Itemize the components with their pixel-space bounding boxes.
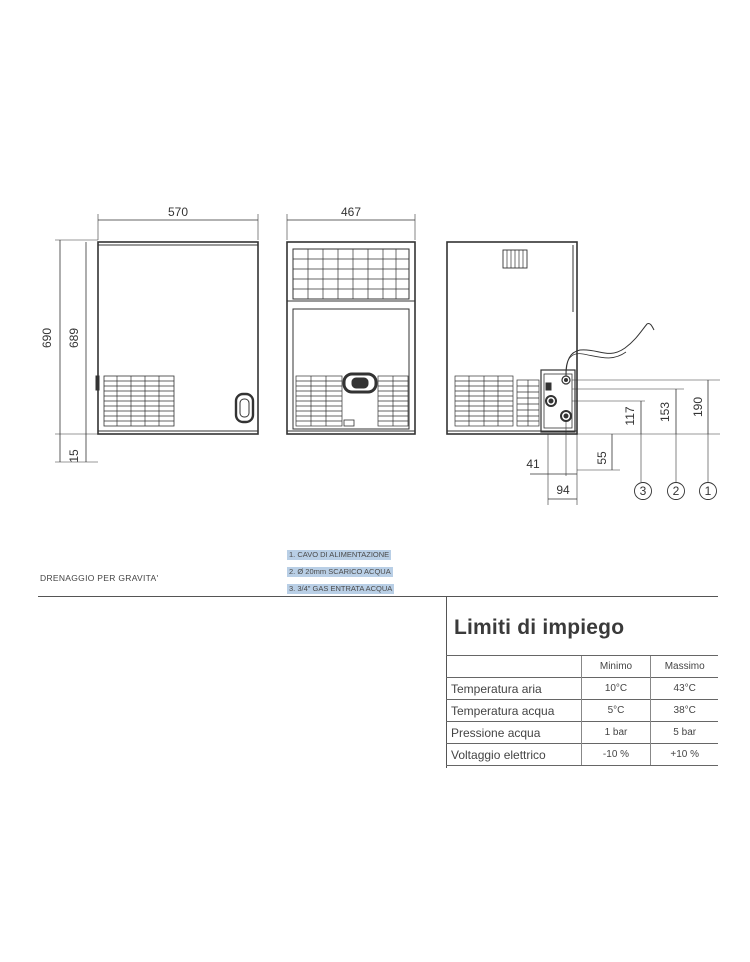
top-vent-grille — [293, 249, 409, 299]
row-max: 43°C — [651, 678, 718, 700]
callout-1: 1 — [704, 484, 712, 498]
row-max: +10 % — [651, 744, 718, 766]
callout-2: 2 — [672, 484, 680, 498]
connection-legend — [287, 550, 394, 601]
power-cable — [566, 323, 654, 376]
dim-190: 190 — [691, 396, 705, 418]
row-min: 5°C — [581, 700, 651, 722]
dim-body-height: 689 — [67, 327, 81, 349]
row-label: Voltaggio elettrico — [446, 744, 581, 766]
back-vents — [455, 376, 539, 426]
row-min: 10°C — [581, 678, 651, 700]
dim-width-front: 570 — [167, 205, 189, 219]
back-view — [447, 242, 720, 505]
legend-text: Ø 20mm SCARICO ACQUA — [297, 567, 391, 576]
row-label: Temperatura aria — [446, 678, 581, 700]
dim-117: 117 — [623, 406, 637, 426]
limits-table — [446, 655, 718, 766]
table-header: Massimo — [651, 656, 718, 678]
table-row — [446, 744, 718, 766]
row-max: 5 bar — [651, 722, 718, 744]
legend-num: 1. — [289, 550, 296, 559]
callout-3: 3 — [639, 484, 647, 498]
legend-num: 3. — [289, 584, 296, 593]
side-view — [287, 214, 415, 434]
row-label: Temperatura acqua — [446, 700, 581, 722]
front-handle — [236, 394, 253, 422]
table-row — [446, 722, 718, 744]
row-label: Pressione acqua — [446, 722, 581, 744]
front-view — [55, 214, 258, 462]
legend-item-2 — [287, 567, 393, 577]
legend-num: 2. — [289, 567, 296, 576]
dim-depth-side: 467 — [340, 205, 362, 219]
legend-item-3 — [287, 584, 394, 594]
dim-feet: 15 — [67, 449, 81, 463]
legend-text: 3/4" GAS ENTRATA ACQUA — [297, 584, 393, 593]
dim-41: 41 — [526, 457, 540, 471]
row-min: -10 % — [581, 744, 651, 766]
dim-total-height: 690 — [40, 327, 54, 349]
table-row — [446, 700, 718, 722]
legend-item-1 — [287, 550, 391, 560]
dim-55: 55 — [595, 451, 609, 465]
dim-94: 94 — [556, 483, 570, 497]
drain-note: DRENAGGIO PER GRAVITA' — [40, 573, 159, 583]
table-header — [446, 656, 581, 678]
front-vents — [104, 376, 174, 426]
table-header: Minimo — [581, 656, 651, 678]
row-min: 1 bar — [581, 722, 651, 744]
table-header-row — [446, 656, 718, 678]
limits-title: Limiti di impiego — [454, 616, 625, 639]
legend-text: CAVO DI ALIMENTAZIONE — [297, 550, 390, 559]
row-max: 38°C — [651, 700, 718, 722]
dim-153: 153 — [658, 401, 672, 423]
divider-horizontal — [38, 596, 718, 597]
table-row — [446, 678, 718, 700]
